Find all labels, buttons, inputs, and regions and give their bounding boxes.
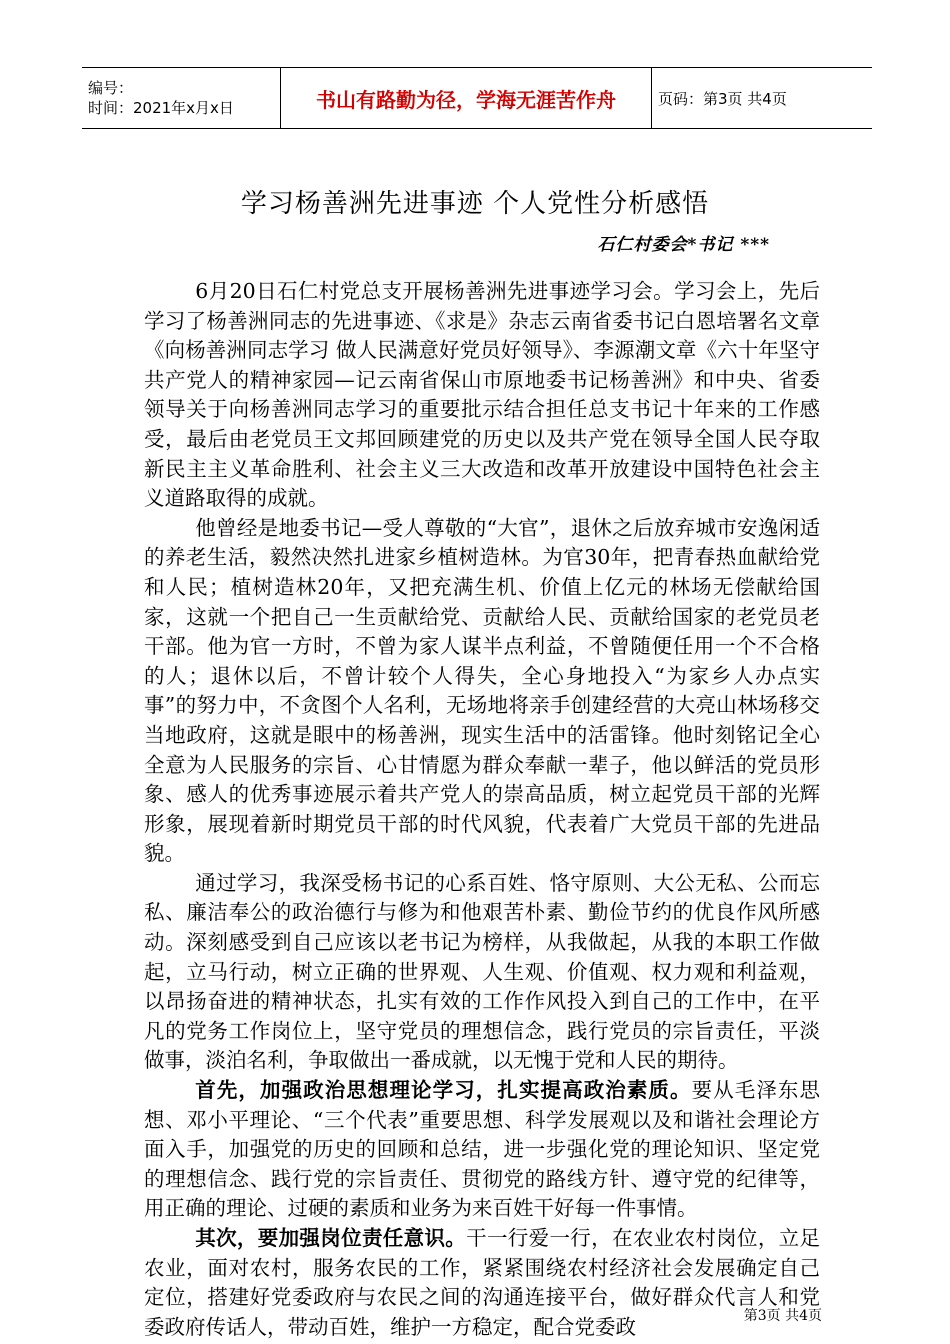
page-footer: 第3页 共4页 (743, 1308, 822, 1324)
paragraph-4 (144, 1076, 820, 1224)
paragraph-5 (144, 1224, 820, 1342)
header-meta (82, 68, 281, 129)
document-author: 石仁村委会*书记 *** (597, 235, 770, 255)
paragraph-5-heading: 其次，要加强岗位责任意识。 (195, 1226, 467, 1250)
document-header (82, 67, 872, 129)
paragraph-4-text: 要从毛泽东思想、邓小平理论、“三个代表”重要思想、科学发展观以及和谐社会理论方面入手，加强党的历史的回顾和总结，进一步强化党的理论知识、坚定党的理想信念、践行党的宗旨责任、贯彻党的路线方针、遵守党的纪律等，用正确的理论、过硬的素质和业务为来百姓干好每一件事情。 (144, 1078, 821, 1221)
document-title: 学习杨善洲先进事迹 个人党性分析感悟 (240, 189, 710, 219)
paragraph-2: 他曾经是地委书记—受人尊敬的“大官”，退休之后放弃城市安逸闲适的养老生活，毅然决然扎进家乡植树造林。为官30年，把青春热血献给党和人民；植树造林20年，又把充满生机、价值上亿元的林场无偿献给国家，这就一个把自己一生贡献给党、贡献给人民、贡献给国家的老党员老干部。他为官一方时，不曾为家人谋半点利益，不曾随便任用一个不合格的人；退休以后，不曾计较个人得失，全心身地投入“为家乡人办点实事”的努力中，不贪图个人名利，无场地将亲手创建经营的大亮山林场移交当地政府，这就是眼中的杨善洲，现实生活中的活雷锋。他时刻铭记全心全意为人民服务的宗旨、心甘情愿为群众奉献一辈子，他以鲜活的党员形象、感人的优秀事迹展示着共产党人的崇高品质，树立起党员干部的光辉形象，展现着新时期党员干部的时代风貌，代表着广大党员干部的先进品貌。 (144, 515, 820, 866)
header-number-label: 编号： (88, 79, 134, 97)
header-motto: 书山有路勤为径，学海无涯苦作舟 (281, 68, 652, 129)
document-body (144, 277, 820, 1342)
paragraph-4-heading: 首先，加强政治思想理论学习，扎实提高政治素质。 (195, 1078, 692, 1103)
paragraph-1: 6月20日石仁村党总支开展杨善洲先进事迹学习会。学习会上，先后学习了杨善洲同志的先进事迹、《求是》杂志云南省委书记白恩培署名文章《向杨善洲同志学习 做人民满意好党员好领导》、李源潮文章《六十年坚守共产党人的精神家园—记云南省保山市原地委书记杨善洲》和中央、省委领导关于向杨善洲同志学习的重要批示结合担任总支书记十年来的工作感受，最后由老党员王文邦回顾建党的历史以及共产党在领导全国人民夺取新民主主义革命胜利、社会主义三大改造和改革开放建设中国特色社会主义道路取得的成就。 (144, 279, 820, 511)
header-time-label: 时间：2021年x月x日 (88, 99, 234, 117)
header-page-label: 页码：第3页 共4页 (652, 68, 873, 129)
paragraph-5-text: 干一行爱一行，在农业农村岗位，立足农业，面对农村，服务农民的工作，紧紧围绕农村经济社会发展确定自己定位，搭建好党委政府与农民之间的沟通连接平台，做好群众代言人和党委政府传话人，带动百姓，维护一方稳定，配合党委政 (144, 1226, 821, 1339)
paragraph-3: 通过学习，我深受杨书记的心系百姓、恪守原则、大公无私、公而忘私、廉洁奉公的政治德行与修为和他艰苦朴素、勤俭节约的优良作风所感动。深刻感受到自己应该以老书记为榜样，从我做起，从我的本职工作做起，立马行动，树立正确的世界观、人生观、价值观、权力观和利益观，以昂扬奋进的精神状态，扎实有效的工作作风投入到自己的工作中，在平凡的党务工作岗位上，坚守党员的理想信念，践行党员的宗旨责任，平淡做事，淡泊名利，争取做出一番成就，以无愧于党和人民的期待。 (144, 870, 820, 1073)
